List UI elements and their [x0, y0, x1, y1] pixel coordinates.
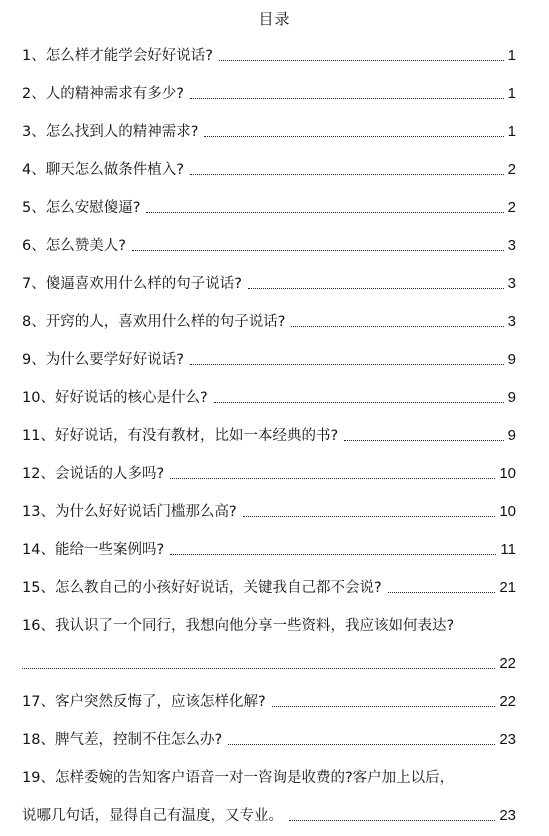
toc-entry[interactable] — [22, 306, 516, 344]
toc-entry-text: 3、怎么找到人的精神需求? — [22, 124, 199, 140]
toc-entry-text: 6、怎么赞美人? — [22, 238, 126, 254]
toc-page-number: 3 — [507, 313, 516, 330]
toc-entry-text: 9、为什么要学好好说话? — [22, 352, 184, 368]
toc-entry-text: 8、开窍的人，喜欢用什么样的句子说话? — [22, 314, 286, 330]
toc-entry[interactable] — [22, 686, 516, 724]
dot-leader — [132, 249, 504, 251]
toc-page-number: 23 — [499, 731, 516, 748]
toc-entry-text: 19、怎样委婉的告知客户语音一对一咨询是收费的?客户加上以后， — [22, 770, 455, 786]
dot-leader — [214, 401, 504, 403]
toc-page-number: 1 — [507, 85, 516, 102]
toc-page-number: 9 — [507, 427, 516, 444]
toc-entry-text: 16、我认识了一个同行，我想向他分享一些资料，我应该如何表达? — [22, 618, 455, 634]
toc-entry-text: 4、聊天怎么做条件植入? — [22, 162, 184, 178]
dot-leader — [146, 211, 503, 213]
toc-entry[interactable] — [22, 534, 516, 572]
dot-leader — [22, 667, 495, 669]
toc-entry-text: 12、会说话的人多吗? — [22, 466, 165, 482]
dot-leader — [190, 97, 504, 99]
dot-leader — [243, 515, 496, 517]
toc-page-number: 2 — [507, 161, 516, 178]
toc-entry[interactable] — [22, 192, 516, 230]
toc-entry[interactable] — [22, 344, 516, 382]
dot-leader — [170, 477, 495, 479]
toc-entry-text: 15、怎么教自己的小孩好好说话，关键我自己都不会说? — [22, 580, 382, 596]
toc-page-number: 10 — [499, 465, 516, 482]
toc-entry[interactable] — [22, 268, 516, 306]
toc-entry[interactable] — [22, 610, 516, 686]
dot-leader — [228, 743, 495, 745]
toc-entry[interactable] — [22, 154, 516, 192]
toc-page-number: 22 — [499, 655, 516, 672]
toc-entry-text: 11、好好说话，有没有教材，比如一本经典的书? — [22, 428, 339, 444]
toc-page-number: 23 — [499, 807, 516, 824]
toc-entry-text: 2、人的精神需求有多少? — [22, 86, 184, 102]
toc-entry[interactable] — [22, 382, 516, 420]
toc-page-number: 1 — [507, 47, 516, 64]
toc-list — [22, 40, 516, 836]
dot-leader — [272, 705, 496, 707]
toc-page-number: 21 — [499, 579, 516, 596]
toc-page-number: 22 — [499, 693, 516, 710]
toc-entry-text: 5、怎么安慰傻逼? — [22, 200, 141, 216]
toc-page-number: 11 — [500, 541, 516, 558]
dot-leader — [289, 819, 495, 821]
toc-page-number: 9 — [507, 351, 516, 368]
toc-entry[interactable] — [22, 230, 516, 268]
toc-entry-text: 7、傻逼喜欢用什么样的句子说话? — [22, 276, 242, 292]
toc-entry[interactable] — [22, 458, 516, 496]
toc-entry-text: 10、好好说话的核心是什么? — [22, 390, 208, 406]
dot-leader — [248, 287, 504, 289]
toc-entry[interactable] — [22, 724, 516, 762]
toc-entry-text: 13、为什么好好说话门槛那么高? — [22, 504, 237, 520]
dot-leader — [190, 173, 504, 175]
toc-page-number: 9 — [507, 389, 516, 406]
toc-entry-text: 18、脾气差，控制不住怎么办? — [22, 732, 223, 748]
toc-entry[interactable] — [22, 40, 516, 78]
toc-page-number: 3 — [507, 275, 516, 292]
toc-page-number: 1 — [507, 123, 516, 140]
toc-entry[interactable] — [22, 762, 516, 836]
toc-entry[interactable] — [22, 116, 516, 154]
toc-entry-text: 14、能给一些案例吗? — [22, 542, 165, 558]
toc-entry-text: 1、怎么样才能学会好好说话? — [22, 48, 213, 64]
toc-page-number: 2 — [507, 199, 516, 216]
toc-entry[interactable] — [22, 572, 516, 610]
toc-page-number: 10 — [499, 503, 516, 520]
dot-leader — [388, 591, 496, 593]
dot-leader — [291, 325, 503, 327]
toc-title: 目录 — [258, 10, 291, 28]
toc-entry[interactable] — [22, 496, 516, 534]
toc-entry[interactable] — [22, 420, 516, 458]
toc-entry[interactable] — [22, 78, 516, 116]
toc-entry-text-continued: 说哪几句话，显得自己有温度，又专业。 — [22, 808, 283, 824]
toc-page-number: 3 — [507, 237, 516, 254]
dot-leader — [204, 135, 503, 137]
toc-entry-text: 17、客户突然反悔了，应该怎样化解? — [22, 694, 266, 710]
dot-leader — [344, 439, 504, 441]
dot-leader — [219, 59, 504, 61]
dot-leader — [170, 553, 496, 555]
dot-leader — [190, 363, 504, 365]
